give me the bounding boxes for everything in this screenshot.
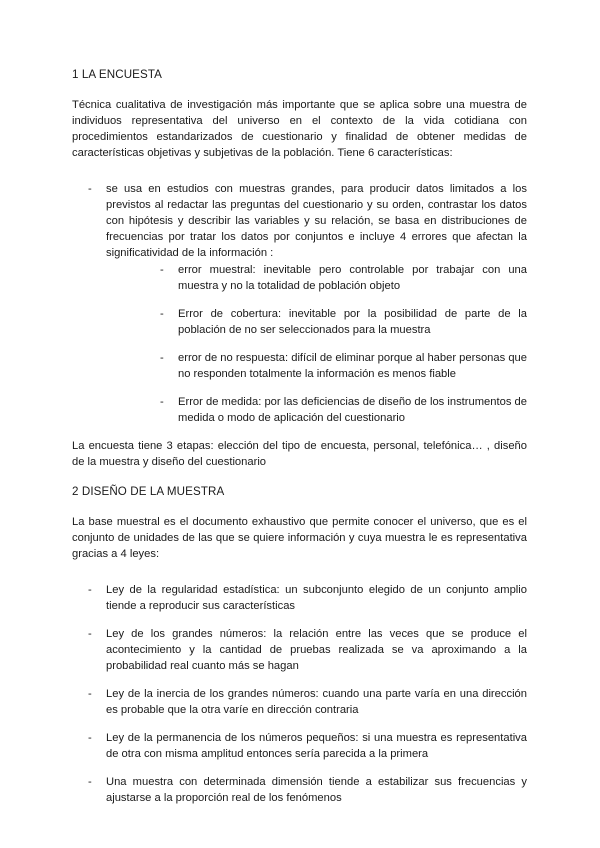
error-item-text: error muestral: inevitable pero controlable por trabajar con una muestra y no la totalidad de población objeto [178,264,527,292]
law-item [72,626,527,674]
law-item [72,686,527,718]
bullet-dash: - [160,264,164,276]
etapas-paragraph: La encuesta tiene 3 etapas: elección del tipo de encuesta, personal, telefónica… , diseño de la muestra y diseño del cuestionario [72,440,527,468]
section-1-intro: Técnica cualitativa de investigación más importante que se aplica sobre una muestra de individuos representativa del universo en el contexto de la vida cotidiana con procedimientos estandarizados de cuestionario y finalidad de obtener medidas de características objetivas y subjetivas de la población. Tiene 6 características: [72,99,527,159]
bullet-dash: - [88,183,92,195]
law-item [72,582,527,614]
error-list [106,262,527,426]
bullet-dash: - [88,688,92,700]
section-1-list [72,181,527,426]
error-item [106,350,527,382]
bullet-dash: - [160,396,164,408]
bullet-dash: - [88,776,92,788]
section-2-title: 2 DISEÑO DE LA MUESTRA [72,485,225,498]
laws-list [72,582,527,806]
bullet-dash: - [88,584,92,596]
error-item-text: Error de cobertura: inevitable por la posibilidad de parte de la población de no ser seleccionados para la muestra [178,308,527,336]
error-item [106,394,527,426]
list-item-text: se usa en estudios con muestras grandes, para producir datos limitados a los previstos al redactar las preguntas del cuestionario y su orden, contrastar los datos con hipótesis y describir las variables y su relación, se basa en distribuciones de frecuencias por tratar los datos por conjuntos e incluye 4 errores que afectan la significatividad de la información : [106,183,527,259]
error-item [106,262,527,294]
law-item-text: Ley de la regularidad estadística: un subconjunto elegido de un conjunto amplio tiende a reproducir sus características [106,584,527,612]
error-item-text: error de no respuesta: difícil de eliminar porque al haber personas que no responden totalmente la información es menos fiable [178,352,527,380]
law-item-text: Una muestra con determinada dimensión tiende a estabilizar sus frecuencias y ajustarse a la proporción real de los fenómenos [106,776,527,804]
list-item [72,181,527,426]
law-item [72,774,527,806]
bullet-dash: - [88,732,92,744]
section-1-title: 1 LA ENCUESTA [72,68,163,81]
section-2-intro: La base muestral es el documento exhaustivo que permite conocer el universo, que es el conjunto de unidades de las que se quiere información y cuya muestra le es representativa gracias a 4 leyes: [72,516,527,560]
error-item [106,306,527,338]
bullet-dash: - [160,352,164,364]
error-item-text: Error de medida: por las deficiencias de diseño de los instrumentos de medida o modo de aplicación del cuestionario [178,396,527,424]
law-item-text: Ley de la inercia de los grandes números: cuando una parte varía en una dirección es probable que la otra varíe en dirección contraria [106,688,527,716]
bullet-dash: - [88,628,92,640]
law-item-text: Ley de los grandes números: la relación entre las veces que se produce el acontecimiento y la cantidad de pruebas realizada se va aproximando a la probabilidad real cuanto más se hagan [106,628,527,672]
document-page [72,67,527,806]
law-item [72,730,527,762]
law-item-text: Ley de la permanencia de los números pequeños: si una muestra es representativa de otra con misma amplitud entonces sería parecida a la primera [106,732,527,760]
bullet-dash: - [160,308,164,320]
